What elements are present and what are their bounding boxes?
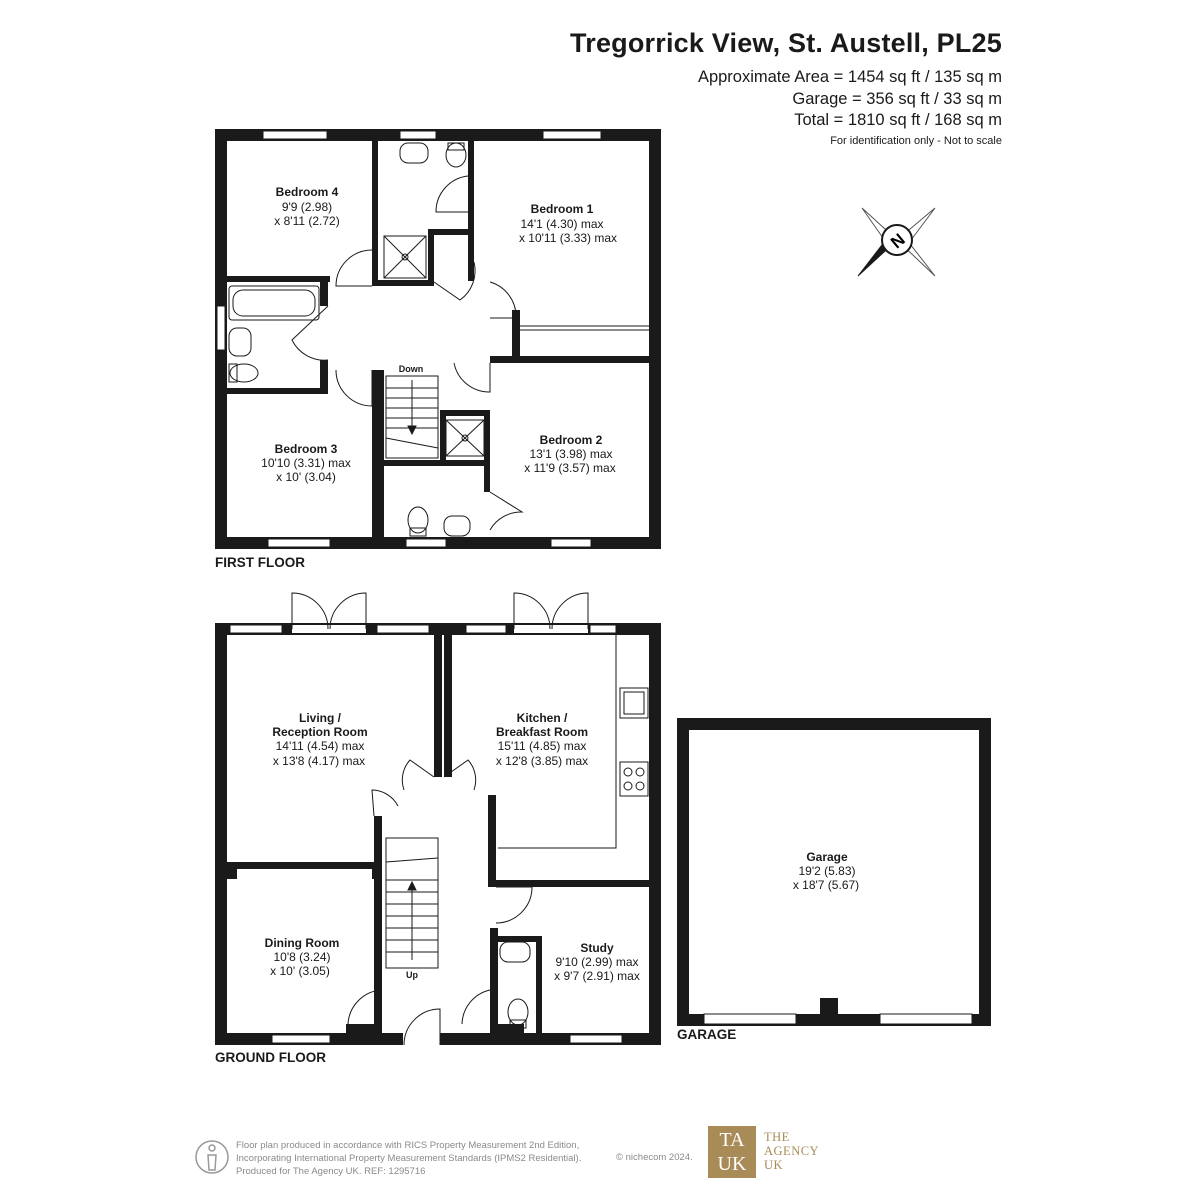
hob-icon	[620, 762, 648, 796]
footer-text	[236, 1139, 581, 1178]
agency-brand	[764, 1130, 819, 1172]
toilet-icon	[230, 364, 258, 382]
study-dim1: 9'10 (2.99) max	[555, 955, 639, 969]
toilet-icon	[446, 143, 466, 167]
living-dim1: 14'11 (4.54) max	[275, 739, 365, 753]
bedroom2-name: Bedroom 2	[539, 433, 603, 447]
dining-dim1: 10'8 (3.24)	[273, 950, 331, 964]
dining-dim2: x 10' (3.05)	[270, 964, 330, 978]
bedroom2-dim2: x 11'9 (3.57) max	[524, 461, 616, 475]
total-area: Total = 1810 sq ft / 168 sq m	[794, 111, 1002, 129]
copyright: © nichecom 2024.	[616, 1152, 693, 1163]
bath-icon	[229, 286, 319, 320]
first-floor-staircase	[386, 376, 438, 458]
bedroom1-dim2: x 10'11 (3.33) max	[518, 231, 618, 245]
stairs-down-label: Down	[398, 364, 424, 374]
bedroom1-dim1: 14'1 (4.30) max	[520, 217, 604, 231]
study-name: Study	[580, 941, 614, 955]
living-name2: Reception Room	[272, 725, 368, 739]
footer-line3: Produced for The Agency UK. REF: 1295716	[236, 1166, 426, 1177]
garage-area: Garage = 356 sq ft / 33 sq m	[792, 90, 1002, 108]
footer-line1: Floor plan produced in accordance with RICS Property Measurement 2nd Edition,	[236, 1140, 580, 1151]
approximate-area: Approximate Area = 1454 sq ft / 135 sq m	[697, 68, 1002, 86]
property-title: Tregorrick View, St. Austell, PL25	[570, 28, 1002, 58]
basin-icon	[444, 516, 470, 536]
brand-line1: THE	[764, 1130, 790, 1144]
basin-icon	[400, 143, 428, 163]
logo-top: TA	[719, 1129, 745, 1151]
compass-icon	[858, 208, 935, 276]
bedroom3-name: Bedroom 3	[274, 442, 338, 456]
brand-line2: AGENCY	[764, 1144, 820, 1158]
toilet-icon	[408, 507, 428, 533]
garage-dim1: 19'2 (5.83)	[798, 864, 856, 878]
logo-bottom: UK	[717, 1153, 747, 1175]
bedroom4-dim1: 9'9 (2.98)	[281, 200, 333, 214]
kitchen-name1: Kitchen /	[516, 711, 568, 725]
bedroom4-name: Bedroom 4	[275, 185, 339, 199]
ground-floor-staircase	[386, 838, 438, 968]
person-info-icon	[196, 1141, 228, 1173]
agency-logo	[708, 1126, 756, 1178]
dining-name: Dining Room	[264, 936, 340, 950]
bedroom3-dim2: x 10' (3.04)	[276, 470, 336, 484]
first-floor-windows	[217, 131, 601, 547]
garage-floor-label: GARAGE	[677, 1027, 737, 1042]
footer-line2: Incorporating International Property Measurement Standards (IPMS2 Residential).	[236, 1153, 582, 1164]
toilet-icon	[508, 999, 528, 1025]
garage-dim2: x 18'7 (5.67)	[792, 878, 860, 892]
kitchen-dim2: x 12'8 (3.85) max	[495, 754, 589, 768]
first-floor-label: FIRST FLOOR	[215, 555, 305, 570]
bedroom2-dim1: 13'1 (3.98) max	[529, 447, 613, 461]
compass-letter: N	[887, 229, 909, 253]
kitchen-name2: Breakfast Room	[495, 725, 589, 739]
bedroom1-name: Bedroom 1	[530, 202, 594, 216]
first-floor-fixtures	[229, 143, 484, 536]
brand-line3: UK	[764, 1158, 784, 1172]
bedroom4-dim2: x 8'11 (2.72)	[274, 214, 340, 228]
stairs-up-label: Up	[406, 970, 418, 980]
basin-icon	[229, 328, 251, 356]
bedroom3-dim1: 10'10 (3.31) max	[261, 456, 351, 470]
kitchen-dim1: 15'11 (4.85) max	[497, 739, 587, 753]
living-name1: Living /	[299, 711, 341, 725]
scale-note: For identification only - Not to scale	[830, 135, 1002, 147]
garage-name: Garage	[806, 850, 848, 864]
living-dim2: x 13'8 (4.17) max	[272, 754, 366, 768]
study-dim2: x 9'7 (2.91) max	[554, 969, 640, 983]
basin-icon	[500, 942, 530, 962]
ground-floor-label: GROUND FLOOR	[215, 1050, 326, 1065]
